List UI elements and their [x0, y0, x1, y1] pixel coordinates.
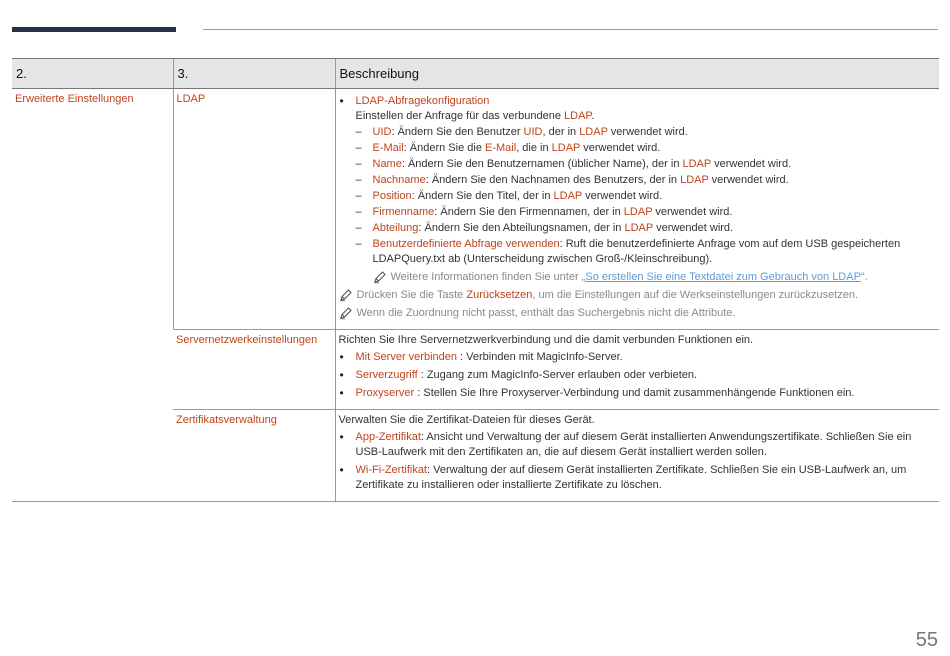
pencil-note-icon [339, 306, 353, 320]
pencil-note-icon [373, 270, 387, 284]
attribute-hl: LDAP [680, 174, 709, 186]
attribute-term: Nachname [372, 174, 426, 186]
item-term: Proxyserver [355, 387, 415, 399]
list-item [339, 463, 937, 493]
reset-term: Zurücksetzen [466, 289, 533, 301]
ldap-info-note [373, 270, 937, 285]
top-accent-bar [12, 27, 176, 32]
pencil-note-icon [339, 288, 353, 302]
list-item [339, 430, 937, 460]
header-col-3: 3. [173, 59, 335, 89]
header-description: Beschreibung [335, 59, 939, 89]
note-text: Wenn die Zuordnung nicht passt, enthält das Suchergebnis nicht die Attribute. [356, 307, 736, 319]
attribute-text: verwendet wird. [653, 222, 734, 234]
list-item [356, 125, 937, 140]
item-text: : Verwaltung der auf diesem Gerät installierten Zertifikate. Schließen Sie ein USB-Laufwerk an, um Zertifikate zu installieren oder installierte Zertifikate zu löschen. [355, 464, 907, 491]
attribute-term: Abteilung [372, 222, 419, 234]
server-bullet-list [339, 350, 937, 401]
item-text: : Ansicht und Verwaltung der auf diesem Gerät installierten Anwendungszertifikate. Schließen Sie ein USB-Laufwerk mit den Zertifikaten an, die auf diesem Gerät installiert werden sollen. [355, 431, 912, 458]
header-col-2: 2. [12, 59, 173, 89]
attribute-text: : Ändern Sie die [403, 142, 486, 154]
server-network-description [335, 330, 939, 410]
attribute-text: verwendet wird. [582, 190, 663, 202]
attribute-text: : Ruft die benutzerdefinierte Anfrage vom auf dem USB gespeicherten LDAPQuery.txt ab (Unterscheidung zwischen Groß-/Kleinschreibung). [372, 238, 901, 265]
attribute-hl: LDAP [579, 126, 608, 138]
attribute-text: : Ändern Sie den Abteilungsnamen, der in [418, 222, 625, 234]
mapping-note [339, 306, 937, 321]
attribute-term: E-Mail [372, 142, 404, 154]
menu-zertifikatsverwaltung: Zertifikatsverwaltung [173, 410, 335, 502]
list-item [356, 141, 937, 156]
ldap-bullet-list [339, 94, 937, 285]
attribute-text: verwendet wird. [708, 174, 789, 186]
list-item [356, 173, 937, 188]
attribute-hl: E-Mail [485, 142, 517, 154]
attribute-hl: LDAP [551, 142, 581, 154]
ldap-query-config-term: LDAP-Abfragekonfiguration [355, 95, 490, 107]
attribute-text: : Ändern Sie den Benutzer [391, 126, 524, 138]
attribute-text: : Ändern Sie den Titel, der in [411, 190, 554, 202]
item-term: App-Zertifikat [355, 431, 421, 443]
attribute-text: verwendet wird. [580, 142, 661, 154]
list-item [356, 189, 937, 204]
attribute-term: Firmenname [372, 206, 435, 218]
attribute-hl: LDAP [553, 190, 583, 202]
list-item [356, 157, 937, 172]
attribute-term: UID [372, 126, 392, 138]
table-row [12, 89, 939, 330]
menu-erweiterte-einstellungen: Erweiterte Einstellungen [12, 89, 173, 502]
item-term: Wi-Fi-Zertifikat [355, 464, 427, 476]
server-intro: Richten Sie Ihre Servernetzwerkverbindung und die damit verbunden Funktionen ein. [338, 334, 754, 346]
attribute-term: Name [372, 158, 402, 170]
attribute-text: : Ändern Sie den Firmennamen, der in [434, 206, 624, 218]
item-term: Mit Server verbinden [355, 351, 457, 363]
list-item [356, 221, 937, 236]
menu-ldap: LDAP [173, 89, 335, 330]
table-header-row [12, 59, 939, 89]
note-text: Weitere Informationen finden Sie unter „ [390, 271, 586, 283]
attribute-hl: LDAP [624, 222, 654, 234]
list-item [356, 205, 937, 220]
attribute-hl: LDAP [682, 158, 712, 170]
list-item [339, 386, 937, 401]
attribute-text: verwendet wird. [607, 126, 688, 138]
ldap-intro-end: . [591, 110, 595, 122]
attribute-text: : Ändern Sie den Nachnamen des Benutzers, der in [425, 174, 681, 186]
settings-table [12, 58, 939, 502]
item-text: : Zugang zum MagicInfo-Server erlauben oder verbieten. [417, 369, 698, 381]
attribute-term: Position [372, 190, 412, 202]
certificate-bullet-list [339, 430, 937, 493]
item-term: Serverzugriff [355, 369, 418, 381]
attribute-hl: UID [523, 126, 543, 138]
ldap-intro-hl: LDAP [564, 110, 592, 122]
list-item [339, 350, 937, 365]
list-item [339, 368, 937, 383]
attribute-term: Benutzerdefinierte Abfrage verwenden [372, 238, 560, 250]
ldap-description [335, 89, 939, 330]
menu-servernetzwerkeinstellungen: Servernetzwerkeinstellungen [173, 330, 335, 410]
note-text: Drücken Sie die Taste [356, 289, 467, 301]
note-text-end: “. [860, 271, 868, 283]
item-text: : Verbinden mit MagicInfo-Server. [457, 351, 623, 363]
top-divider-line [203, 29, 938, 30]
attribute-text: , die in [516, 142, 552, 154]
attribute-hl: LDAP [623, 206, 653, 218]
attribute-text: , der in [542, 126, 580, 138]
attribute-text: : Ändern Sie den Benutzernamen (üblicher Name), der in [401, 158, 683, 170]
attribute-text: verwendet wird. [652, 206, 733, 218]
list-item [339, 94, 937, 285]
reset-note [339, 288, 937, 303]
ldap-attribute-list [356, 125, 937, 267]
certificate-description [335, 410, 939, 502]
certificate-intro: Verwalten Sie die Zertifikat-Dateien für dieses Gerät. [338, 414, 595, 426]
page-number: 55 [915, 629, 938, 651]
note-text-end: , um die Einstellungen auf die Werkseinstellungen zurückzusetzen. [532, 289, 859, 301]
ldap-intro-text: Einstellen der Anfrage für das verbundene [355, 110, 565, 122]
list-item [356, 237, 937, 267]
ldap-textfile-link[interactable]: So erstellen Sie eine Textdatei zum Gebrauch von LDAP [585, 271, 861, 283]
item-text: : Stellen Sie Ihre Proxyserver-Verbindung und damit zusammenhängende Funktionen ein. [414, 387, 855, 399]
attribute-text: verwendet wird. [711, 158, 792, 170]
